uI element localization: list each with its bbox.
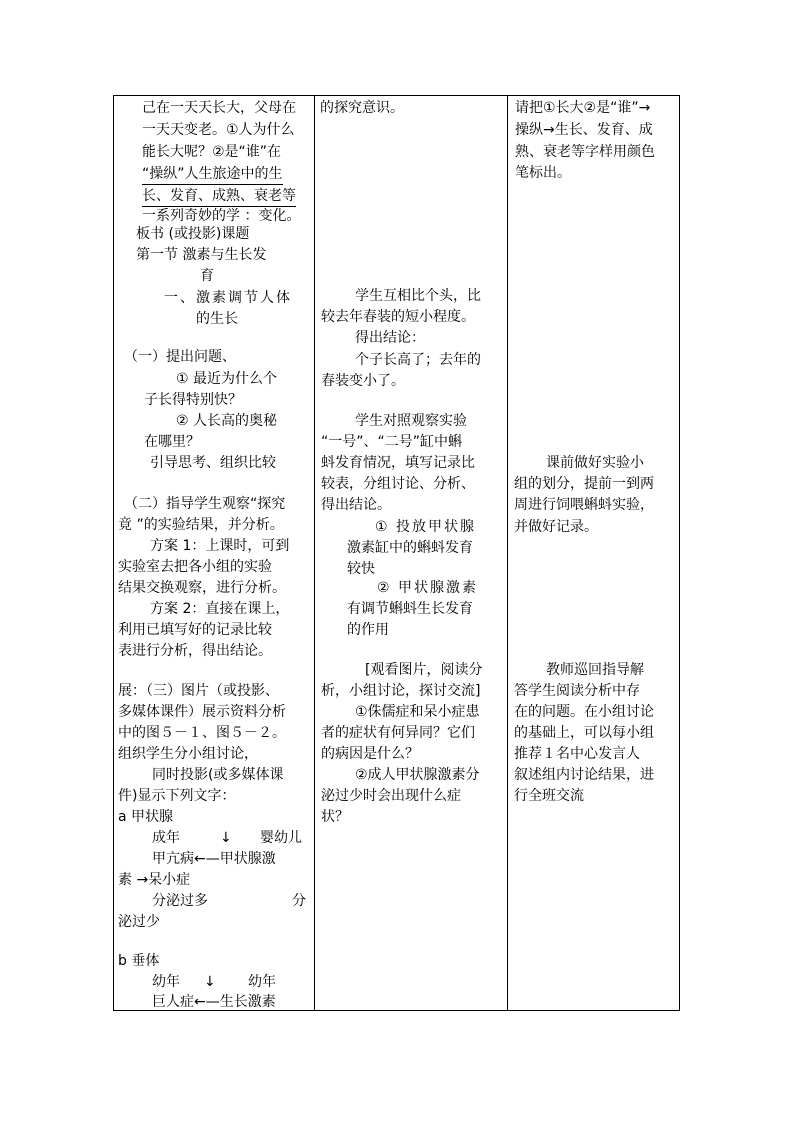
text-line: 较表，分组讨论、分析、 [321,476,475,492]
text-line: 甲亢病←—甲状腺激 [152,851,276,867]
text-line: 较去年春装的短小程度。 [321,309,475,325]
text-line: “操纵”人生旅途中的生 [142,164,283,185]
text-line: ① 投放甲状腺 [375,519,477,535]
text-line: [观看图片，阅读分 [365,662,483,678]
text-line: 幼年 [152,974,180,990]
text-line: 实验室去把各小组的实验 [118,559,272,575]
text-line: 婴幼儿 [260,830,302,846]
text-line: 表进行分析，得出结论。 [118,643,272,659]
text-line: 方案 2：直接在课上， [150,601,290,617]
text-line: 结果交换观察，进行分析。 [118,580,286,596]
text-line: 组织学生分小组讨论， [118,746,258,762]
text-line: 竟 ”的实验结果，并分析。 [118,517,284,533]
text-line: 组的划分，提前一到两 [514,476,654,492]
notes-column [508,96,680,1010]
text-line: 利用已填写好的记录比较 [118,622,272,638]
text-line: 蚪发育情况，填写记录比 [321,455,475,471]
text-line: ①侏儒症和呆小症患 [355,704,480,720]
text-line: 长、发育、成熟、衰老等 [142,186,296,207]
text-line: 推荐１名中心发言人 [514,746,640,762]
text-line: 状？ [321,809,349,825]
text-line: ② 甲状腺激素 [377,580,479,596]
text-line: 巨人症←—生长激素 [152,994,276,1010]
text-line: 熟、衰老等字样用颜色 [515,144,655,160]
text-line: 教师巡回指导解 [546,662,644,678]
text-line: 一系列奇妙的学 ：变化。 [142,208,301,224]
text-line: 方案 1：上课时，可到 [150,538,290,554]
text-line: 得出结论。 [321,497,391,513]
text-line: 一天天变老。①人为什么 [142,122,295,138]
text-line: 泌过少 [118,914,160,930]
text-line: 分泌过多 [152,893,208,909]
text-line: 幼年 [248,974,276,990]
lesson-table [113,95,680,1011]
text-line: 学生对照观察实验 [355,413,467,429]
text-line: 个子长高了；去年的 [355,352,481,368]
text-line: 激素缸中的蝌蚪发育 [347,540,473,556]
text-line: 成年 [152,830,180,846]
text-line: 析，小组讨论，探讨交流] [321,683,481,699]
text-line: 能长大呢？②是“谁”在 [142,144,282,160]
text-line: 中的图５－１、图５－２。 [118,725,286,741]
text-line: 的探究意识。 [320,100,404,116]
text-line: 答学生阅读分析中存 [514,683,640,699]
text-line: 叙述组内讨论结果，进 [514,767,654,783]
text-line: 育 [200,268,214,284]
text-line: ① 最近为什么个 [176,371,278,387]
text-line: 多媒体课件）展示资料分析 [118,704,286,720]
text-line: 请把①长大②是“谁”→ [515,100,651,116]
text-line: 己在一天天长大，父母在 [142,100,296,116]
text-line: ②成人甲状腺激素分 [355,767,480,783]
text-line: ② 人长高的奥秘 [176,413,278,429]
text-line: 有调节蝌蚪生长发育 [347,601,473,617]
text-line: b 垂体 [118,953,160,969]
arrow-down-icon: ↓ [220,830,232,846]
student-activity-column [315,96,507,1010]
text-line: 素 →呆小症 [118,872,191,888]
text-line: 件)显示下列文字： [118,788,236,804]
text-line: 第一节 激素与生长发 [136,247,267,263]
arrow-down-icon: ↓ [204,974,216,990]
text-line: a 甲状腺 [118,809,174,825]
text-line: 板书 (或投影)课题 [136,226,250,242]
text-line: （二）指导学生观察“探究 [124,496,286,512]
text-line: 笔标出。 [515,165,571,181]
text-line: 一、激素调节人体 [164,290,292,306]
text-line: 春装变小了。 [321,373,405,389]
text-line: 较快 [347,561,375,577]
text-line: 周进行饲喂蝌蚪实验， [514,497,654,513]
text-line: 在的问题。在小组讨论 [514,704,654,720]
text-line: 的病因是什么？ [321,746,419,762]
text-line: 的作用 [347,622,389,638]
text-line: 展：（三）图片（或投影、 [118,683,279,699]
text-line: 同时投影(或多媒体课 [152,767,284,783]
text-line: （一）提出问题、 [124,349,236,365]
text-line: 并做好记录。 [514,519,598,535]
text-line: 子长得特别快？ [144,392,242,408]
text-line: 课前做好实验小 [546,455,644,471]
text-line: 操纵→生长、发育、成 [515,122,653,138]
text-line: 的生长 [196,311,238,327]
text-line: 泌过少时会出现什么症 [321,788,461,804]
text-line: “一号”、“二号”缸中蝌 [321,434,463,450]
text-line: 分 [292,893,306,909]
text-line: 在哪里？ [144,434,200,450]
text-line: 的基础上，可以每小组 [514,725,654,741]
text-line: 引导思考、组织比较 [150,455,276,471]
text-line: 行全班交流 [514,788,584,804]
text-line: 得出结论： [355,330,425,346]
teacher-activity-column [114,96,314,1010]
text-line: 学生互相比个头，比 [355,288,481,304]
text-line: 者的症状有何异同？它们 [321,725,475,741]
